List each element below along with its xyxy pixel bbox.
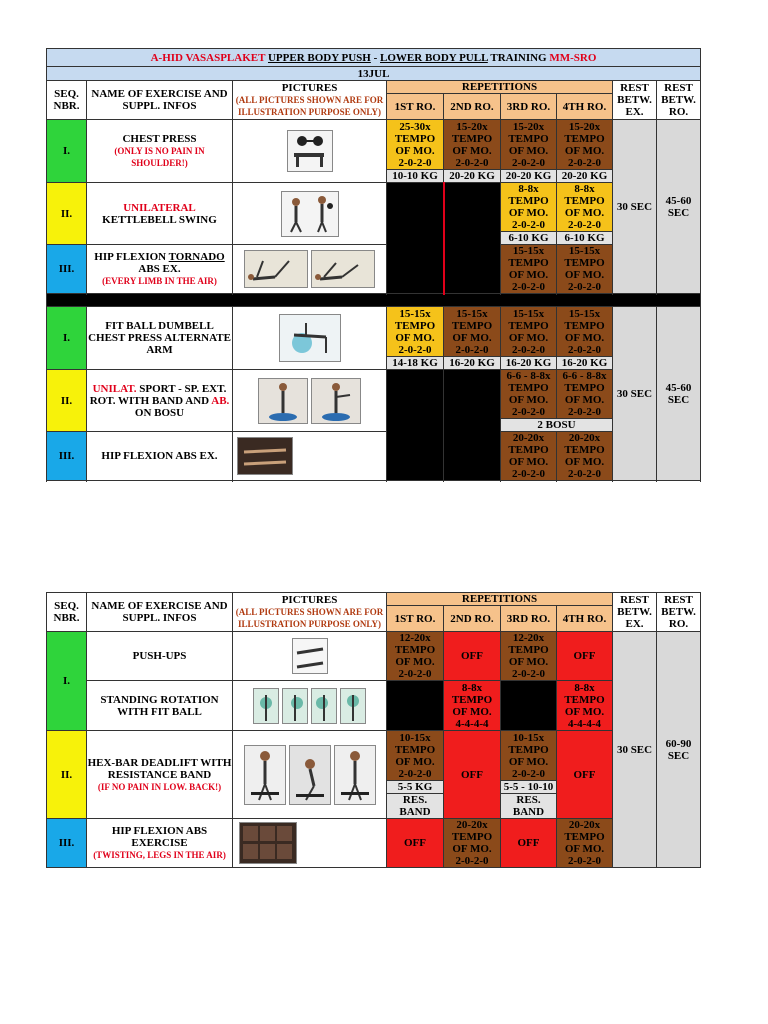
rep-cell: 15-20x TEMPO OF MO. 2-0-2-0 [444,120,501,170]
rep-cell: 20-20x TEMPO OF MO. 2-0-2-0 [501,432,557,481]
hip-flexion-abs-image [237,437,293,475]
header-rest-ex: REST BETW. EX. [613,81,657,120]
header-rest-ro: REST BETW. RO. [657,593,701,632]
tornado-abs-image [244,250,308,288]
off-cell: OFF [501,819,557,868]
weight-cell: 20-20 KG [444,170,501,183]
off-cell: OFF [444,370,501,481]
weight-cell: 16-20 KG [501,357,557,370]
training-table-1 [46,48,700,481]
exercise-picture [233,245,387,294]
seq-number: II. [47,370,87,432]
exercise-name: STANDING ROTATION WITH FIT BALL [87,681,233,731]
exercise-name: FIT BALL DUMBELL CHEST PRESS ALTERNATE ARM [87,307,233,370]
fit-ball-rotation-image [282,688,308,724]
weight-cell: 14-18 KG [387,357,444,370]
exercise-name: UNILAT. SPORT - SP. EXT. ROT. WITH BAND AND AB. ON BOSU [87,370,233,432]
weight-cell: 2 BOSU [501,419,613,432]
seq-number: II. [47,731,87,819]
exercise-name: HEX-BAR DEADLIFT WITH RESISTANCE BAND (IF NO PAIN IN LOW. BACK!) [87,731,233,819]
tornado-abs-image [311,250,375,288]
weight-cell: RES. BAND [501,794,557,819]
weight-cell: RES. BAND [387,794,444,819]
exercise-picture [233,307,387,370]
exercise-name: HIP FLEXION TORNADO ABS EX. (EVERY LIMB IN THE AIR) [87,245,233,294]
weight-cell: 6-10 KG [557,232,613,245]
rest-between-exercises: 30 SEC [613,307,657,481]
weight-cell: 5-5 KG [387,781,444,794]
rep-cell: 8-8x TEMPO OF MO. 4-4-4-4 [557,681,613,731]
off-cell: OFF [501,681,557,731]
rest-between-exercises: 30 SEC [613,632,657,868]
header-round-4: 4TH RO. [557,606,613,632]
header-repetitions: REPETITIONS [387,81,613,94]
off-cell: OFF [387,819,444,868]
bosu-rotation-image [311,378,361,424]
rep-cell: 8-8x TEMPO OF MO. 2-0-2-0 [501,183,557,232]
header-round-1: 1ST RO. [387,606,444,632]
off-cell: OFF [444,183,501,294]
rep-cell: 15-15x TEMPO OF MO. 2-0-2-0 [444,307,501,357]
off-cell: OFF [557,731,613,819]
header-round-1: 1ST RO. [387,94,444,120]
header-rest-ex: REST BETW. EX. [613,593,657,632]
training-table-2 [46,592,700,868]
twisting-abs-image [239,822,297,864]
rep-cell: 20-20x TEMPO OF MO. 2-0-2-0 [444,819,501,868]
weight-cell: 5-5 - 10-10 [501,781,557,794]
exercise-picture [233,183,387,245]
off-cell: OFF [444,731,501,819]
rep-cell: 15-15x TEMPO OF MO. 2-0-2-0 [501,307,557,357]
chest-press-image [287,130,333,172]
section-divider [47,294,701,307]
rest-between-rounds: 45-60 SEC [657,120,701,294]
rep-cell: 6-6 - 8-8x TEMPO OF MO. 2-0-2-0 [557,370,613,419]
hex-bar-deadlift-image [244,745,286,805]
rep-cell: 20-20x TEMPO OF MO. 2-0-2-0 [557,432,613,481]
rep-cell: 12-20x TEMPO OF MO. 2-0-2-0 [387,632,444,681]
exercise-picture [233,432,387,481]
exercise-picture [233,632,387,681]
header-round-2: 2ND RO. [444,94,501,120]
rep-cell: 8-8x TEMPO OF MO. 2-0-2-0 [557,183,613,232]
rep-cell: 6-6 - 8-8x TEMPO OF MO. 2-0-2-0 [501,370,557,419]
exercise-picture [233,370,387,432]
exercise-picture [233,681,387,731]
seq-number: III. [47,819,87,868]
weight-cell: 10-10 KG [387,170,444,183]
off-cell: OFF [557,632,613,681]
sheet-title: A-HID VASASPLAKET UPPER BODY PUSH - LOWER BODY PULL TRAINING MM-SRO [47,49,701,67]
off-cell: OFF [444,632,501,681]
exercise-picture [233,731,387,819]
header-name: NAME OF EXERCISE AND SUPPL. INFOS [87,593,233,632]
header-round-3: 3RD RO. [501,606,557,632]
rep-cell: 15-20x TEMPO OF MO. 2-0-2-0 [557,120,613,170]
off-cell: OFF [387,183,444,294]
weight-cell: 16-20 KG [444,357,501,370]
weight-cell: 20-20 KG [501,170,557,183]
seq-number: II. [47,183,87,245]
rep-cell: 25-30x TEMPO OF MO. 2-0-2-0 [387,120,444,170]
header-name: NAME OF EXERCISE AND SUPPL. INFOS [87,81,233,120]
sheet-date: 13JUL [47,67,701,81]
exercise-name: CHEST PRESS (ONLY IS NO PAIN IN SHOULDER!) [87,120,233,183]
hex-bar-deadlift-image [334,745,376,805]
fit-ball-rotation-image [253,688,279,724]
rep-cell: 8-8x TEMPO OF MO. 4-4-4-4 [444,681,501,731]
rep-cell: 10-15x TEMPO OF MO. 2-0-2-0 [501,731,557,781]
rep-cell: 15-15x TEMPO OF MO. 2-0-2-0 [501,245,557,294]
bosu-rotation-image [258,378,308,424]
header-pictures: PICTURES (ALL PICTURES SHOWN ARE FOR ILLUSTRATION PURPOSE ONLY) [233,81,387,120]
seq-number: III. [47,245,87,294]
rep-cell: 15-15x TEMPO OF MO. 2-0-2-0 [557,245,613,294]
rep-cell: 12-20x TEMPO OF MO. 2-0-2-0 [501,632,557,681]
header-round-3: 3RD RO. [501,94,557,120]
seq-number: I. [47,632,87,731]
rest-between-rounds: 45-60 SEC [657,307,701,481]
exercise-name: HIP FLEXION ABS EX. [87,432,233,481]
fit-ball-rotation-image [311,688,337,724]
header-round-2: 2ND RO. [444,606,501,632]
exercise-name: PUSH-UPS [87,632,233,681]
fit-ball-rotation-image [340,688,366,724]
rep-cell: 15-15x TEMPO OF MO. 2-0-2-0 [557,307,613,357]
rep-cell: 20-20x TEMPO OF MO. 2-0-2-0 [557,819,613,868]
weight-cell: 16-20 KG [557,357,613,370]
header-rest-ro: REST BETW. RO. [657,81,701,120]
header-seq: SEQ. NBR. [47,593,87,632]
weight-cell: 20-20 KG [557,170,613,183]
exercise-picture [233,120,387,183]
off-cell: OFF [387,370,444,481]
rep-cell: 15-20x TEMPO OF MO. 2-0-2-0 [501,120,557,170]
rest-between-exercises: 30 SEC [613,120,657,294]
rep-cell: 15-15x TEMPO OF MO. 2-0-2-0 [387,307,444,357]
seq-number: III. [47,432,87,481]
push-up-image [292,638,328,674]
header-round-4: 4TH RO. [557,94,613,120]
header-repetitions: REPETITIONS [387,593,613,606]
header-pictures: PICTURES (ALL PICTURES SHOWN ARE FOR ILLUSTRATION PURPOSE ONLY) [233,593,387,632]
seq-number: I. [47,307,87,370]
header-seq: SEQ. NBR. [47,81,87,120]
seq-number: I. [47,120,87,183]
kettlebell-swing-image [281,191,339,237]
exercise-name: HIP FLEXION ABS EXERCISE (TWISTING, LEGS IN THE AIR) [87,819,233,868]
fit-ball-press-image [279,314,341,362]
exercise-picture [233,819,387,868]
rep-cell: 10-15x TEMPO OF MO. 2-0-2-0 [387,731,444,781]
rest-between-rounds: 60-90 SEC [657,632,701,868]
exercise-name: UNILATERAL KETTLEBELL SWING [87,183,233,245]
weight-cell: 6-10 KG [501,232,557,245]
hex-bar-deadlift-image [289,745,331,805]
off-cell: OFF [387,681,444,731]
